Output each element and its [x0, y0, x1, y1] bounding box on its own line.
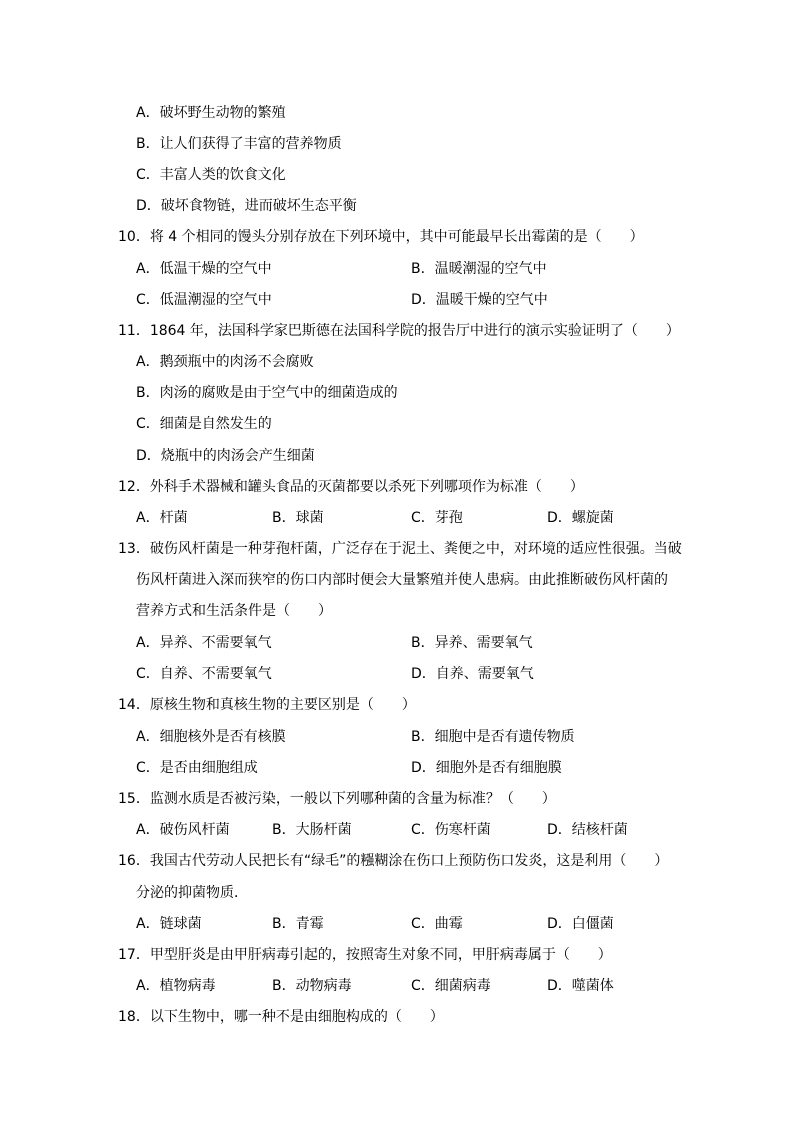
question-13-stem-line-2: 伤风杆菌进入深而狭窄的伤口内部时便会大量繁殖并使人患病。由此推断破伤风杆菌的 [136, 572, 668, 588]
question-15-option-a: A．破伤风杆菌 [136, 822, 230, 838]
option-prev-d: D．破坏食物链，进而破坏生态平衡 [136, 198, 357, 214]
option-prev-b: B．让人们获得了丰富的营养物质 [136, 136, 342, 152]
question-12-stem: 12．外科手术器械和罐头食品的灭菌都要以杀死下列哪项作为标准（ ） [118, 479, 584, 495]
question-17-option-b: B．动物病毒 [272, 978, 352, 994]
question-16-option-d: D．白僵菌 [547, 916, 614, 932]
question-13-option-a: A．异养、不需要氧气 [136, 635, 272, 651]
question-10-option-b: B．温暖潮湿的空气中 [411, 261, 547, 277]
question-16-option-b: B．青霉 [272, 916, 324, 932]
question-12-option-c: C．芽孢 [411, 510, 463, 526]
question-14-option-d: D．细胞外是否有细胞膜 [411, 760, 562, 776]
question-16-option-c: C．曲霉 [411, 916, 463, 932]
question-14-option-c: C．是否由细胞组成 [136, 760, 258, 776]
question-18-stem: 18．以下生物中，哪一种不是由细胞构成的（ ） [118, 1009, 444, 1025]
question-13-option-b: B．异养、需要氧气 [411, 635, 533, 651]
question-12-option-a: A．杆菌 [136, 510, 188, 526]
question-16-stem-line-1: 16．我国古代劳动人民把长有“绿毛”的糨糊涂在伤口上预防伤口发炎，这是利用（ ） [118, 853, 669, 869]
question-17-option-d: D．噬菌体 [547, 978, 614, 994]
question-14-stem: 14．原核生物和真核生物的主要区别是（ ） [118, 697, 416, 713]
question-10-option-c: C．低温潮湿的空气中 [136, 292, 272, 308]
question-17-stem: 17．甲型肝炎是由甲肝病毒引起的，按照寄生对象不同，甲肝病毒属于（ ） [118, 947, 612, 963]
question-16-option-a: A．链球菌 [136, 916, 202, 932]
question-11-option-b: B．肉汤的腐败是由于空气中的细菌造成的 [136, 385, 398, 401]
question-13-stem-line-1: 13．破伤风杆菌是一种芽孢杆菌，广泛存在于泥土、粪便之中，对环境的适应性很强。当破 [118, 541, 682, 557]
question-17-option-c: C．细菌病毒 [411, 978, 491, 994]
question-15-option-b: B．大肠杆菌 [272, 822, 352, 838]
question-13-option-d: D．自养、需要氧气 [411, 666, 534, 682]
question-10-option-d: D．温暖干燥的空气中 [411, 292, 548, 308]
question-11-stem: 11．1864 年，法国科学家巴斯德在法国科学院的报告厅中进行的演示实验证明了（ ） [118, 323, 680, 339]
question-15-option-c: C．伤寒杆菌 [411, 822, 491, 838]
option-prev-a: A．破坏野生动物的繁殖 [136, 105, 286, 121]
question-17-option-a: A．植物病毒 [136, 978, 216, 994]
question-10-option-a: A．低温干燥的空气中 [136, 261, 272, 277]
question-11-option-c: C．细菌是自然发生的 [136, 416, 272, 432]
question-13-option-c: C．自养、不需要氧气 [136, 666, 272, 682]
question-12-option-d: D．螺旋菌 [547, 510, 614, 526]
question-11-option-d: D．烧瓶中的肉汤会产生细菌 [136, 448, 315, 464]
question-12-option-b: B．球菌 [272, 510, 324, 526]
option-prev-c: C．丰富人类的饮食文化 [136, 167, 286, 183]
question-10-stem: 10．将 4 个相同的馒头分别存放在下列环境中，其中可能最早长出霉菌的是（ ） [118, 229, 644, 245]
question-14-option-a: A．细胞核外是否有核膜 [136, 729, 286, 745]
question-16-stem-line-2: 分泌的抑菌物质． [136, 885, 248, 901]
question-15-stem: 15．监测水质是否被污染，一般以下列哪种菌的含量为标准？（ ） [118, 791, 556, 807]
question-11-option-a: A．鹅颈瓶中的肉汤不会腐败 [136, 354, 314, 370]
question-13-stem-line-3: 营养方式和生活条件是（ ） [136, 603, 332, 619]
question-14-option-b: B．细胞中是否有遗传物质 [411, 729, 575, 745]
question-15-option-d: D．结核杆菌 [547, 822, 628, 838]
